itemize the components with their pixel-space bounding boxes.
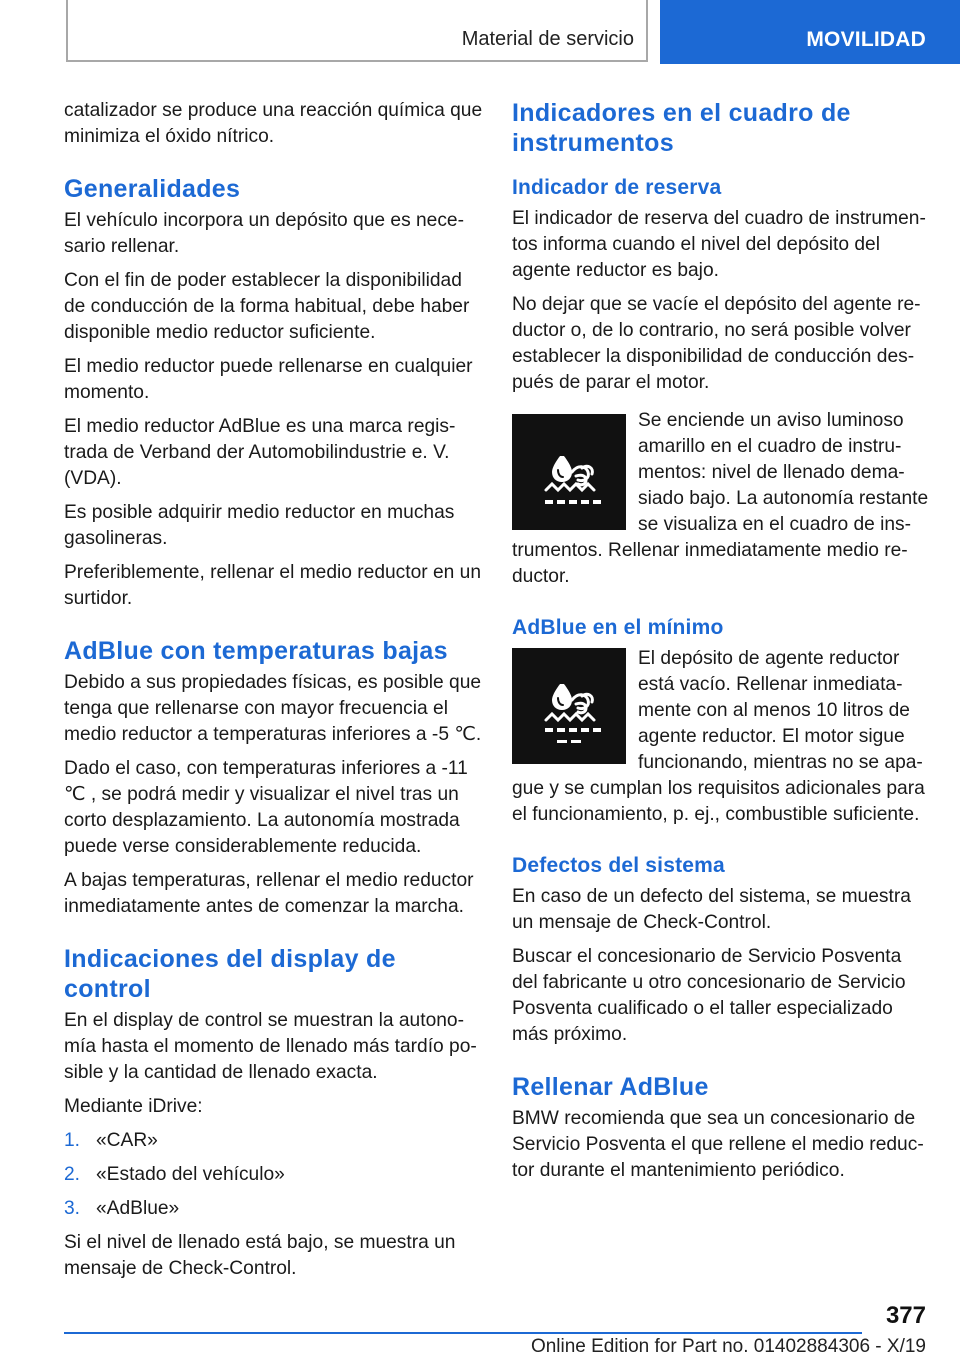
paragraph: Con el fin de poder establecer la disponibilidad de conducción de la forma habitual, debe haber disponible medio reductor suficiente. bbox=[64, 270, 470, 343]
paragraph: En caso de un defecto del sistema, se muestra un mensaje de Check-Control. bbox=[512, 886, 911, 933]
chapter-tab-label: Material de servicio bbox=[461, 28, 634, 50]
section-tab-label: MOVILIDAD bbox=[806, 28, 926, 51]
section-tab bbox=[660, 0, 960, 64]
page-number: 377 bbox=[885, 1302, 926, 1329]
paragraph: Mediante iDrive: bbox=[64, 1096, 203, 1117]
list-item bbox=[64, 1196, 484, 1222]
heading-defectos-sistema: Defectos del sistema bbox=[512, 854, 725, 877]
paragraph: Buscar el concesionario de Servicio Posventa del fabricante u otro concesionario de Servicio Posventa cualificado o el taller especializado más próximo. bbox=[512, 946, 906, 1045]
paragraph: En el display de control se muestran la autonomía hasta el momento de llenado más tardío posible y la cantidad de llenado exacta. bbox=[64, 1010, 477, 1083]
minimum-icon-caption: El depósito de agente reductor está vacío. Rellenar inmediatamente con al menos 10 litros de agente reductor. El motor sigue funcionando, mientras no se apague y se cumplan los requisitos adicionales para el funcionamiento, p. ej., combustible suficiente. bbox=[512, 648, 925, 825]
adblue-reserve-icon bbox=[512, 414, 626, 530]
paragraph: El medio reductor AdBlue es una marca registrada de Verband der Automobilindustrie e. V. (VDA). bbox=[64, 416, 456, 489]
heading-adblue-minimo: AdBlue en el mínimo bbox=[512, 616, 724, 639]
paragraph: Es posible adquirir medio reductor en muchas gasolineras. bbox=[64, 502, 455, 549]
right-column bbox=[512, 98, 932, 1192]
list-item bbox=[64, 1162, 484, 1188]
heading-indicador-reserva: Indicador de reserva bbox=[512, 176, 722, 199]
edition-note: Online Edition for Part no. 01402884306 - X/19 bbox=[530, 1336, 926, 1357]
intro-paragraph: catalizador se produce una reacción química que minimiza el óxido nítrico. bbox=[64, 100, 483, 147]
step-text: «CAR» bbox=[96, 1130, 158, 1151]
step-number: 3. bbox=[64, 1198, 81, 1219]
heading-rellenar-adblue: Rellenar AdBlue bbox=[512, 1073, 709, 1101]
paragraph: El indicador de reserva del cuadro de instrumentos informa cuando el nivel del depósito del agente reductor es bajo. bbox=[512, 208, 926, 281]
reserve-icon-caption: Se enciende un aviso luminoso amarillo en el cuadro de instrumentos: nivel de llenado demasiado bajo. La autonomía restante se visualiza en el cuadro de instrumentos. Rellenar inmediatamente medio reductor. bbox=[512, 410, 929, 587]
chapter-tab bbox=[66, 0, 648, 62]
step-text: «AdBlue» bbox=[96, 1198, 180, 1219]
paragraph: No dejar que se vacíe el depósito del agente reductor o, de lo contrario, no será posible volver establecer la disponibilidad de conducción después de parar el motor. bbox=[512, 294, 921, 393]
heading-indicaciones-display: Indicaciones del display de control bbox=[64, 945, 396, 1003]
paragraph: Dado el caso, con temperaturas inferiores a -11 ℃ , se podrá medir y visualizar el nivel tras un corto desplazamiento. La autonomía mostrada puede verse considerablemente reducida. bbox=[64, 758, 468, 857]
heading-indicadores-cuadro: Indicadores en el cuadro de instrumentos bbox=[512, 99, 851, 157]
heading-generalidades: Generalidades bbox=[64, 175, 241, 203]
paragraph: BMW recomienda que sea un concesionario de Servicio Posventa el que rellene el medio reductor durante el mantenimiento periódico. bbox=[512, 1108, 924, 1181]
footer-divider bbox=[64, 1332, 862, 1334]
step-number: 1. bbox=[64, 1130, 81, 1151]
idrive-steps bbox=[64, 1128, 484, 1222]
paragraph: El vehículo incorpora un depósito que es necesario rellenar. bbox=[64, 210, 464, 257]
paragraph: Si el nivel de llenado está bajo, se muestra un mensaje de Check-Control. bbox=[64, 1232, 456, 1279]
step-number: 2. bbox=[64, 1164, 81, 1185]
adblue-minimum-icon bbox=[512, 648, 626, 764]
list-item bbox=[64, 1128, 484, 1154]
left-column bbox=[64, 98, 484, 1290]
paragraph: Debido a sus propiedades físicas, es posible que tenga que rellenarse con mayor frecuencia el medio reductor a temperaturas inferiores a -5 ℃. bbox=[64, 672, 482, 745]
heading-adblue-temperaturas-bajas: AdBlue con temperaturas bajas bbox=[64, 637, 448, 665]
paragraph: A bajas temperaturas, rellenar el medio reductor inmediatamente antes de comenzar la marcha. bbox=[64, 870, 474, 917]
paragraph: Preferiblemente, rellenar el medio reductor en un surtidor. bbox=[64, 562, 482, 609]
step-text: «Estado del vehículo» bbox=[96, 1164, 285, 1185]
paragraph: El medio reductor puede rellenarse en cualquier momento. bbox=[64, 356, 473, 403]
